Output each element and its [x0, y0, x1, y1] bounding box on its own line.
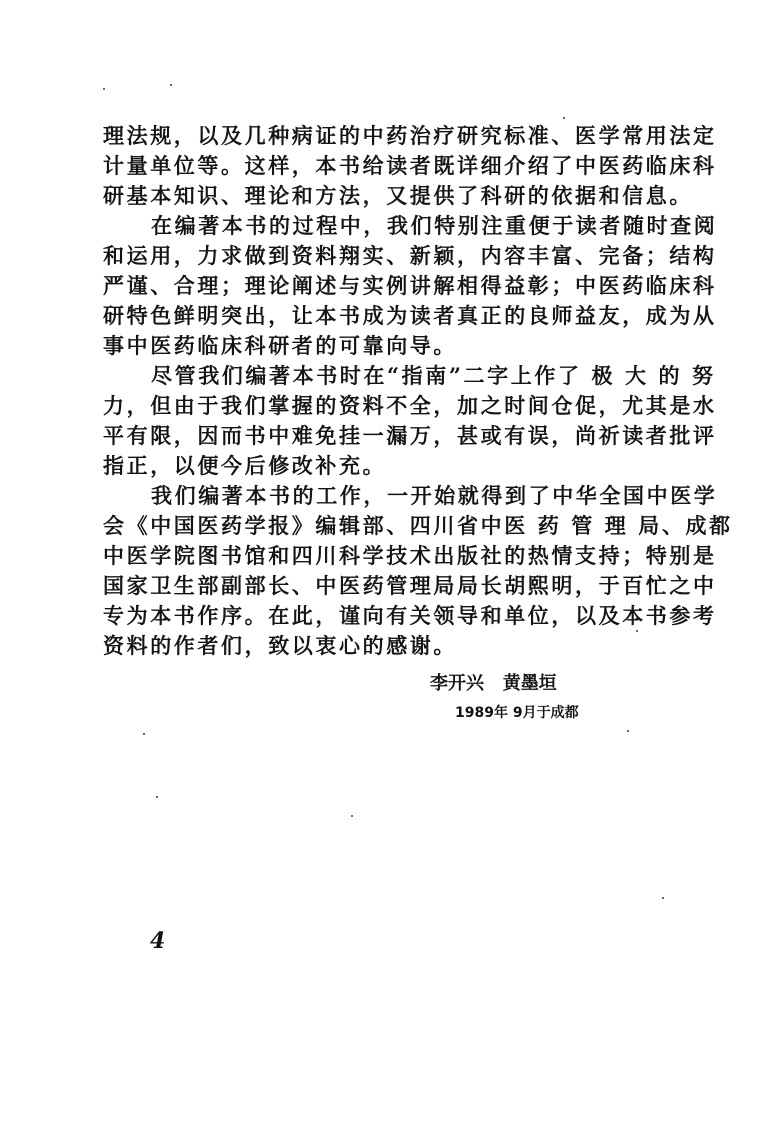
- text-line: 指正，以便今后修改补充。: [103, 453, 387, 478]
- scan-speck: [351, 815, 353, 817]
- scan-speck: [170, 84, 172, 86]
- text-line: 和运用，力求做到资料翔实、新颖，内容丰富、完备；结构: [103, 243, 717, 268]
- text-line: 严谨、合理；理论阐述与实例讲解相得益彰；中医药临床科: [103, 273, 717, 298]
- scan-speck: [563, 117, 565, 119]
- scan-speck: [103, 88, 105, 90]
- text-line: 事中医药临床科研者的可靠向导。: [103, 333, 457, 358]
- text-line: 力，但由于我们掌握的资料不全，加之时间仓促，尤其是水: [103, 393, 717, 418]
- text-line: 计量单位等。这样，本书给读者既详细介绍了中医药临床科: [103, 153, 717, 178]
- scan-speck: [627, 730, 629, 732]
- text-line: 研特色鲜明突出，让本书成为读者真正的良师益友，成为从: [103, 303, 717, 328]
- paragraph-first-line: 尽管我们编著本书时在“指南”二字上作了 极 大 的 努: [151, 363, 716, 388]
- paragraph-first-line: 我们编著本书的工作，一开始就得到了中华全国中医学: [151, 483, 718, 508]
- text-line: 会《中国医药学报》编辑部、四川省中医 药 管 理 局、成都: [103, 513, 733, 538]
- paragraph-first-line: 在编著本书的过程中，我们特别注重便于读者随时查阅: [151, 213, 718, 238]
- page-number: 4: [150, 928, 166, 954]
- text-line: 研基本知识、理论和方法，又提供了科研的依据和信息。: [103, 183, 693, 208]
- scan-speck: [143, 733, 145, 735]
- scan-speck: [662, 897, 664, 899]
- text-line: 理法规，以及几种病证的中药治疗研究标准、医学常用法定: [103, 123, 717, 148]
- text-line: 平有限，因而书中难免挂一漏万，甚或有误，尚祈读者批评: [103, 423, 717, 448]
- text-line: 国家卫生部副部长、中医药管理局局长胡熙明，于百忙之中: [103, 573, 717, 598]
- author-signature: 李开兴 黄墨垣: [430, 673, 557, 694]
- text-line: 中医学院图书馆和四川科学技术出版社的热情支持；特别是: [103, 543, 717, 568]
- scan-speck: [156, 796, 158, 798]
- preface-body: [103, 121, 733, 661]
- date-place-line: 1989年 9月于成都: [455, 705, 579, 721]
- text-line: 资料的作者们，致以衷心的感谢。: [103, 633, 457, 658]
- text-line: 专为本书作序。在此，谨向有关领导和单位，以及本书参考: [103, 603, 717, 628]
- scan-speck: [636, 630, 638, 632]
